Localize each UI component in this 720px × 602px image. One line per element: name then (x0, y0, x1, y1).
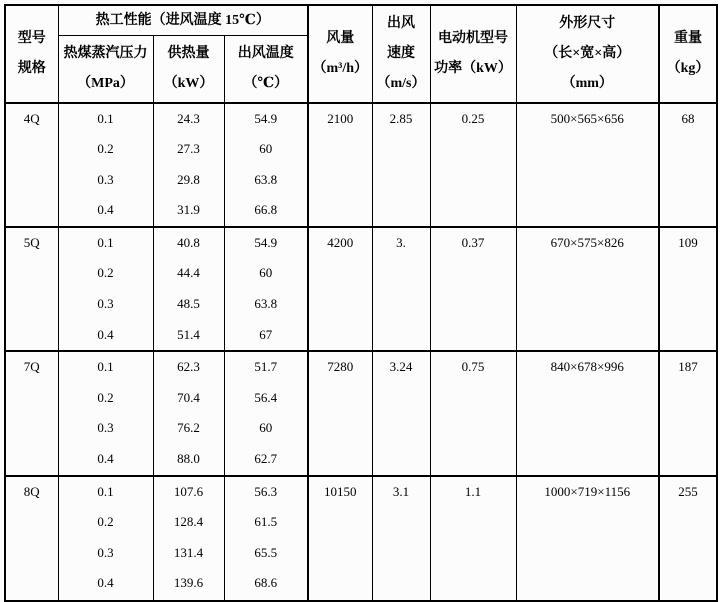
header-pressure-line2: （MPa） (77, 75, 134, 91)
heat-value: 107.6 (173, 483, 204, 499)
temp-value: 51.7 (254, 359, 278, 375)
weight-value: 109 (678, 234, 698, 250)
model-cell (5, 103, 58, 227)
header-weight-line2: （kg） (666, 60, 710, 76)
air-volume-value: 10150 (324, 483, 357, 499)
air-volume-value: 4200 (327, 234, 354, 250)
heat-cell (153, 351, 224, 475)
temp-cell (224, 476, 308, 601)
dimensions-value: 840×678×996 (550, 359, 624, 375)
heat-value: 70.4 (177, 389, 200, 405)
heat-value: 62.3 (177, 359, 200, 375)
header-air-volume-line2: （m³/h） (312, 60, 369, 76)
header-heat-output-line1: 供热量 (167, 45, 210, 61)
header-outlet-temp (224, 36, 308, 103)
pressure-value: 0.2 (97, 514, 114, 530)
air-volume-cell (308, 227, 372, 351)
pressure-cell (58, 103, 153, 227)
air-speed-cell (372, 103, 430, 227)
temp-value: 63.8 (254, 171, 278, 187)
motor-power-cell (430, 351, 516, 475)
table-row-5q (5, 227, 717, 351)
dimensions-cell (516, 103, 659, 227)
header-outlet-temp-line2: （℃） (243, 75, 289, 91)
header-motor-power (430, 5, 516, 103)
header-weight-line1: 重量 (674, 30, 702, 46)
pressure-value: 0.2 (97, 265, 114, 281)
model-label: 5Q (23, 234, 40, 250)
header-air-volume (308, 5, 372, 103)
heat-value: 139.6 (173, 575, 204, 591)
heat-value: 31.9 (177, 202, 200, 218)
air-volume-value: 2100 (327, 110, 354, 126)
table-row-8q (5, 476, 717, 601)
heat-cell (153, 476, 224, 601)
heat-value: 51.4 (177, 326, 200, 342)
temp-cell (224, 351, 308, 475)
pressure-value: 0.3 (97, 171, 114, 187)
pressure-value: 0.4 (97, 326, 114, 342)
motor-power-value: 0.75 (461, 359, 485, 375)
model-cell (5, 476, 58, 601)
temp-value: 61.5 (254, 514, 278, 530)
header-air-speed (372, 5, 430, 103)
pressure-value: 0.1 (97, 110, 114, 126)
model-label: 8Q (23, 483, 40, 499)
header-weight (659, 5, 717, 103)
air-speed-value: 3.1 (392, 483, 410, 499)
header-air-speed-line2: 速度 (387, 45, 415, 61)
temp-value: 60 (259, 420, 273, 436)
temp-value: 65.5 (254, 544, 278, 560)
header-outlet-temp-line1: 出风温度 (237, 45, 294, 61)
air-volume-cell (308, 351, 372, 475)
motor-power-value: 0.25 (461, 110, 485, 126)
pressure-value: 0.3 (97, 420, 114, 436)
model-cell (5, 227, 58, 351)
pressure-value: 0.4 (97, 575, 114, 591)
spec-table (4, 4, 718, 602)
heat-value: 40.8 (177, 234, 200, 250)
heat-value: 24.3 (177, 110, 200, 126)
heat-value: 29.8 (177, 171, 200, 187)
air-speed-value: 2.85 (389, 110, 413, 126)
motor-power-value: 0.37 (461, 234, 485, 250)
pressure-value: 0.4 (97, 451, 114, 467)
air-speed-value: 3. (396, 234, 406, 250)
motor-power-cell (430, 476, 516, 601)
air-volume-cell (308, 476, 372, 601)
motor-power-value: 1.1 (464, 483, 482, 499)
weight-cell (659, 476, 717, 601)
weight-cell (659, 227, 717, 351)
heat-cell (153, 103, 224, 227)
header-air-speed-line1: 出风 (387, 15, 415, 31)
temp-cell (224, 103, 308, 227)
pressure-value: 0.1 (97, 483, 114, 499)
header-model-spec-line2: 规格 (17, 60, 46, 76)
temp-value: 60 (259, 141, 273, 157)
dimensions-cell (516, 351, 659, 475)
motor-power-cell (430, 103, 516, 227)
weight-cell (659, 103, 717, 227)
temp-value: 56.3 (254, 483, 278, 499)
header-heat-output-line2: （kW） (163, 75, 214, 91)
model-label: 4Q (23, 110, 40, 126)
pressure-cell (58, 227, 153, 351)
pressure-value: 0.1 (97, 359, 114, 375)
heat-value: 48.5 (177, 296, 200, 312)
heat-value: 88.0 (177, 451, 200, 467)
heat-value: 128.4 (173, 514, 204, 530)
header-dimensions-line1: 外形尺寸 (559, 15, 616, 31)
temp-value: 67 (259, 326, 273, 342)
temp-value: 56.4 (254, 389, 278, 405)
weight-value: 68 (681, 110, 695, 126)
weight-cell (659, 351, 717, 475)
heat-cell (153, 227, 224, 351)
header-dimensions (516, 5, 659, 103)
weight-value: 187 (678, 359, 698, 375)
temp-value: 54.9 (254, 110, 278, 126)
dimensions-value: 1000×719×1156 (544, 483, 631, 499)
dimensions-value: 500×565×656 (550, 110, 624, 126)
temp-value: 60 (259, 265, 273, 281)
heat-value: 76.2 (177, 420, 200, 436)
air-speed-cell (372, 227, 430, 351)
model-cell (5, 351, 58, 475)
header-dimensions-line3: （mm） (561, 75, 613, 91)
header-dimensions-line2: （长×宽×高） (544, 45, 631, 61)
table-row-4q (5, 103, 717, 227)
weight-value: 255 (678, 483, 698, 499)
table-row-7q (5, 351, 717, 475)
temp-value: 68.6 (254, 575, 278, 591)
model-label: 7Q (23, 359, 40, 375)
air-speed-cell (372, 476, 430, 601)
heat-value: 27.3 (177, 141, 200, 157)
pressure-cell (58, 351, 153, 475)
header-thermal-group: 热工性能（进风温度 15℃） (58, 5, 308, 36)
header-model-spec (5, 5, 58, 103)
dimensions-cell (516, 227, 659, 351)
temp-value: 63.8 (254, 296, 278, 312)
header-pressure-line1: 热煤蒸汽压力 (63, 45, 148, 61)
heat-value: 44.4 (177, 265, 200, 281)
air-volume-value: 7280 (327, 359, 354, 375)
temp-cell (224, 227, 308, 351)
heat-value: 131.4 (173, 544, 204, 560)
motor-power-cell (430, 227, 516, 351)
temp-value: 54.9 (254, 234, 278, 250)
dimensions-cell (516, 476, 659, 601)
pressure-value: 0.1 (97, 234, 114, 250)
header-model-spec-line1: 型号 (17, 30, 46, 46)
header-air-volume-line1: 风量 (326, 30, 355, 46)
header-pressure (58, 36, 153, 103)
header-heat-output (153, 36, 224, 103)
dimensions-value: 670×575×826 (550, 234, 624, 250)
temp-value: 62.7 (254, 451, 278, 467)
pressure-value: 0.3 (97, 296, 114, 312)
pressure-cell (58, 476, 153, 601)
header-motor-power-line2: 功率（kW） (434, 60, 512, 76)
air-volume-cell (308, 103, 372, 227)
pressure-value: 0.2 (97, 141, 114, 157)
pressure-value: 0.2 (97, 389, 114, 405)
header-motor-power-line1: 电动机型号 (438, 30, 508, 46)
air-speed-value: 3.24 (389, 359, 413, 375)
header-air-speed-line3: （m/s） (376, 75, 426, 91)
temp-value: 66.8 (254, 202, 278, 218)
pressure-value: 0.4 (97, 202, 114, 218)
air-speed-cell (372, 351, 430, 475)
pressure-value: 0.3 (97, 544, 114, 560)
